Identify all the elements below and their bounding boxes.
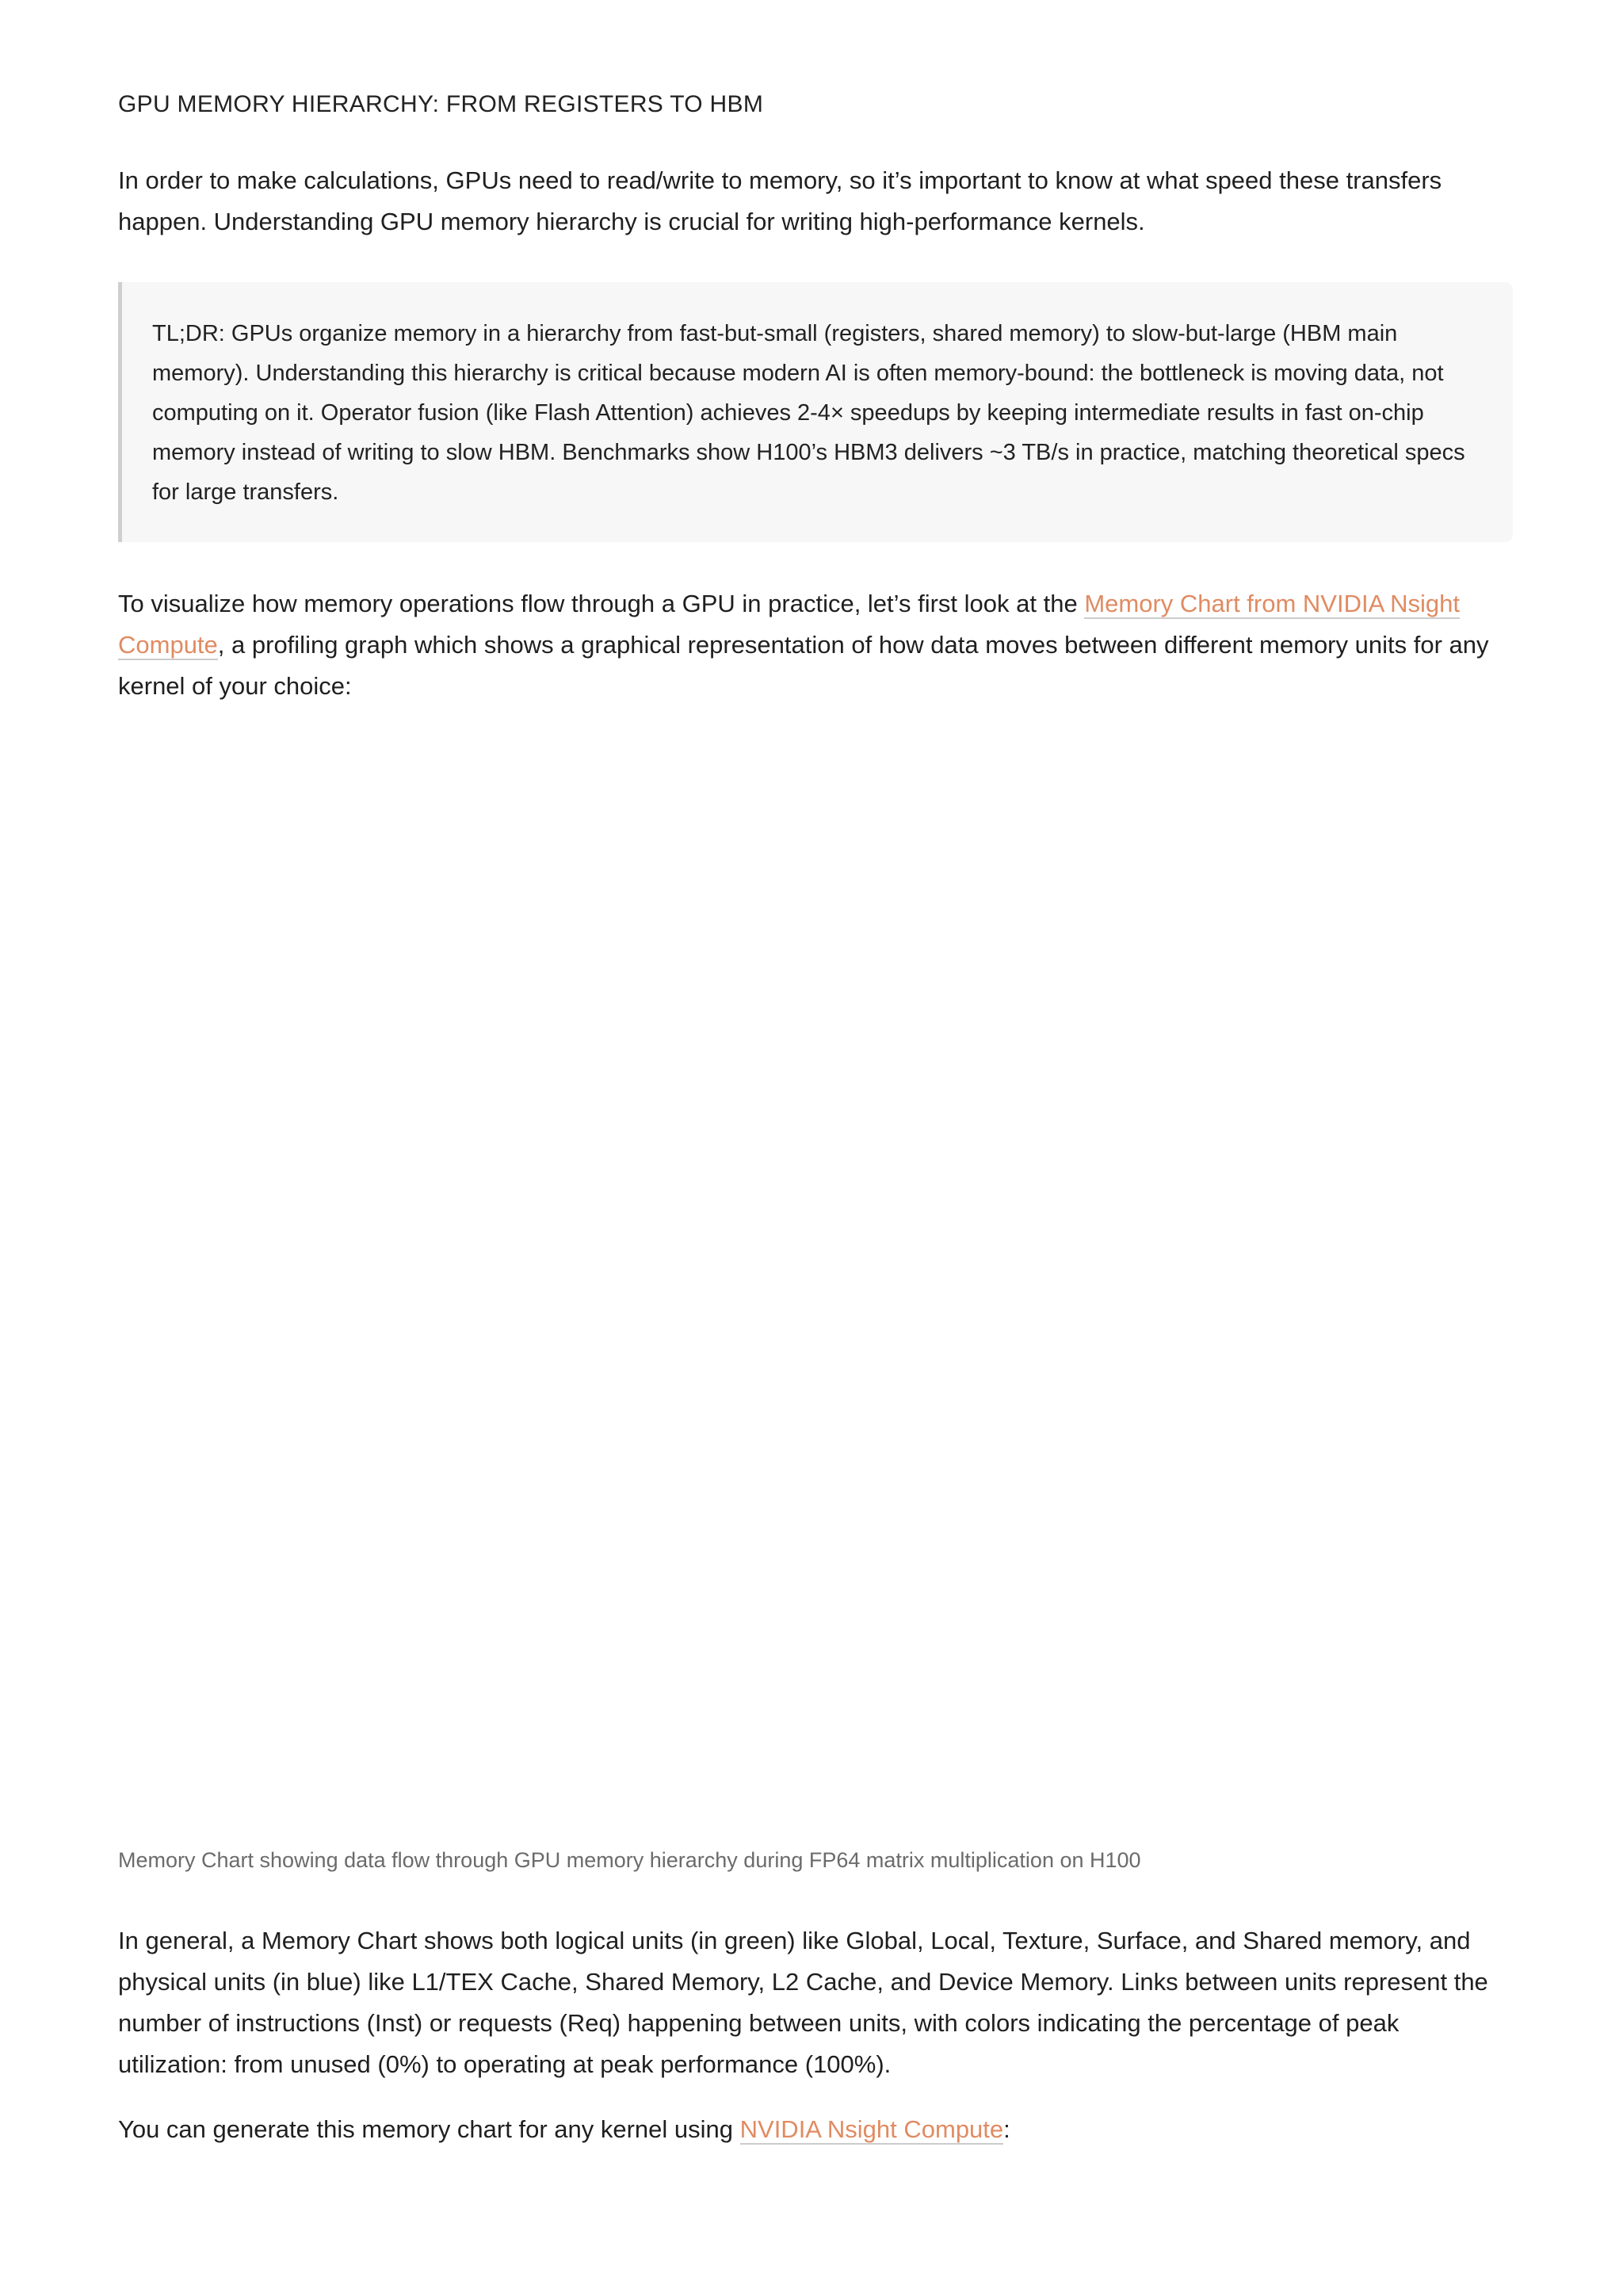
generate-text-after: : — [1003, 2115, 1010, 2143]
section-title: GPU MEMORY HIERARCHY: FROM REGISTERS TO HBM — [118, 91, 764, 117]
general-paragraph: In general, a Memory Chart shows both logical units (in green) like Global, Local, Texture, Surface, and Shared memory, and physical units (in blue) like L1/TEX Cache, Shared Memory, L2 Cache, and Device Memory. Links between units represent the number of instructions (Inst) or requests (Req) happening between units, with colors indicating the percentage of peak utilization: from unused (0%) to operating at peak performance (100%). — [118, 1927, 1488, 2078]
tldr-text: TL;DR: GPUs organize memory in a hierarchy from fast-but-small (registers, shared memory) to slow-but-large (HBM main memory). Understanding this hierarchy is critical because modern AI is often memory-bound: the bottleneck is moving data, not computing on it. Operator fusion (like Flash Attention) achieves 2-4× speedups by keeping intermediate results in fast on-chip memory instead of writing to slow HBM. Benchmarks show H100’s HBM3 delivers ~3 TB/s in practice, matching theoretical specs for large transfers. — [152, 321, 1465, 505]
generate-text-before: You can generate this memory chart for any kernel using — [118, 2115, 740, 2143]
generate-paragraph — [118, 2109, 1513, 2150]
tldr-callout — [118, 282, 1513, 542]
visualize-text-before: To visualize how memory operations flow through a GPU in practice, let’s first look at the — [118, 590, 1085, 617]
memory-chart-figure — [118, 747, 1513, 1844]
figure-caption: Memory Chart showing data flow through GPU memory hierarchy during FP64 matrix multiplication on H100 — [118, 1848, 1141, 1872]
visualize-paragraph — [118, 583, 1513, 707]
intro-paragraph: In order to make calculations, GPUs need to read/write to memory, so it’s important to know at what speed these transfers happen. Understanding GPU memory hierarchy is crucial for writing high-performance kernels. — [118, 166, 1442, 235]
nsight-compute-link[interactable]: NVIDIA Nsight Compute — [739, 2115, 1004, 2143]
article-body — [118, 87, 1513, 2190]
memory-chart-link[interactable]: Memory Chart from NVIDIA Nsight Compute — [118, 590, 1461, 659]
visualize-text-after: , a profiling graph which shows a graphical representation of how data moves between different memory units for any kernel of your choice: — [118, 631, 1489, 700]
